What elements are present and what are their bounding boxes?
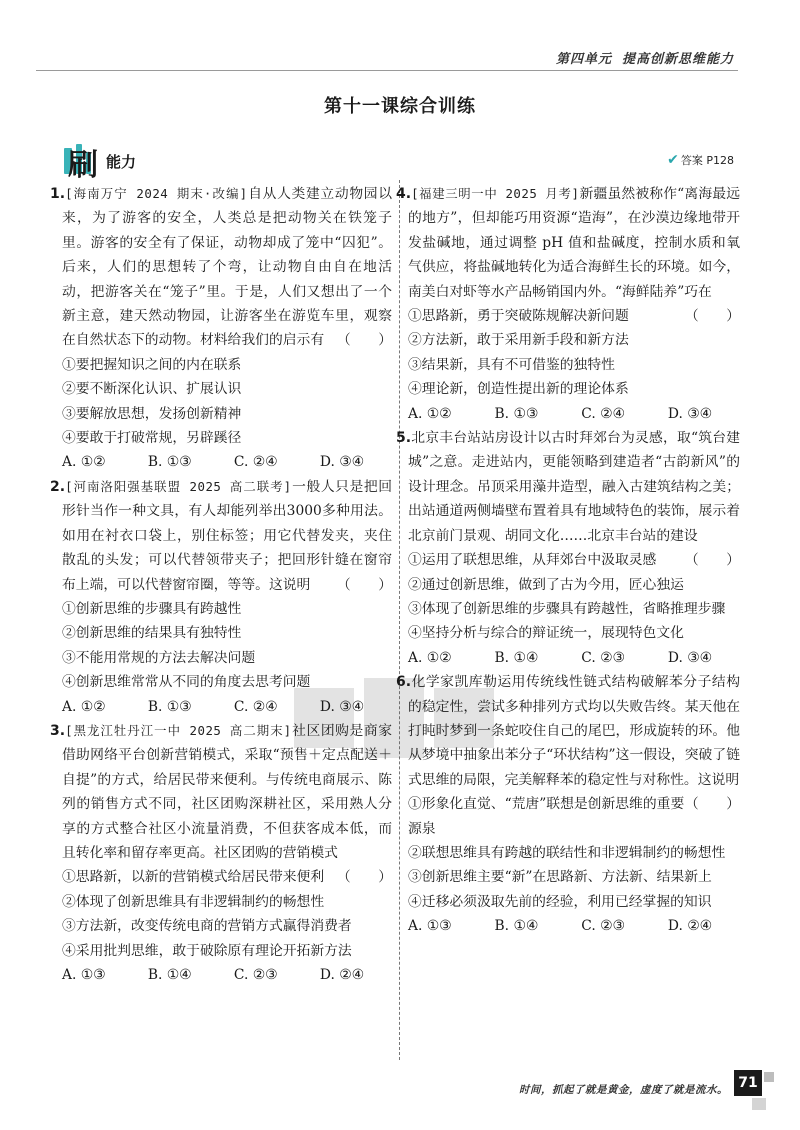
question-text: 社区团购是商家借助网络平台创新营销模式，采取“预售＋定点配送＋自提”的方式，给居民带来便利。与传统电商展示、陈列的销售方式不同，社区团购深耕社区，采用熟人分享的方式整合社区小流量消费，不但获客成本低，而且转化率和留存率更高。社区团购的营销模式 <box>62 722 393 861</box>
question <box>396 426 740 670</box>
answer-blank[interactable]: （ ） <box>684 552 740 569</box>
question-number: 2. <box>50 478 66 495</box>
choice-option[interactable]: B. ①③ <box>494 405 539 422</box>
question-text: 化学家凯库勒运用传统线性链式结构破解苯分子结构的稳定性，尝试多种排列方式均以失败告终。某天他在打盹时梦到一条蛇咬住自己的尾巴，形成旋转的环。他从梦境中抽象出苯分子“环状结构”这一假设，突破了链式思维的局限，完美解释苯的稳定性与对称性。这说明 <box>408 674 740 788</box>
choice-option[interactable]: D. ②④ <box>319 967 364 983</box>
question-stem <box>50 182 393 353</box>
question <box>50 475 393 719</box>
question-number: 1. <box>50 186 66 202</box>
statement-option: ①形象化直觉、“荒唐”联想是创新思维的重要源泉 <box>408 796 685 837</box>
choice-row <box>408 402 740 426</box>
choice-option[interactable]: A. ①③ <box>62 967 106 983</box>
choice-option[interactable]: A. ①② <box>62 454 106 471</box>
page-number: 71 <box>734 1070 762 1096</box>
question-number: 3. <box>50 722 66 739</box>
footer-motto: 时间，抓起了就是黄金，虚度了就是流水。 <box>519 1084 728 1096</box>
statement-option: ②通过创新思维，做到了古为今用，匠心独运 <box>408 576 684 593</box>
choice-option[interactable]: D. ③④ <box>319 454 364 471</box>
statement-option: ④坚持分析与综合的辩证统一，展现特色文化 <box>408 625 684 642</box>
answer-blank[interactable]: （ ） <box>684 308 740 325</box>
statement-option: ①思路新，勇于突破陈规解决新问题 <box>408 308 629 325</box>
choice-option[interactable]: B. ①③ <box>147 698 192 715</box>
section-brand <box>64 140 137 183</box>
unit-header <box>546 48 734 67</box>
choice-option[interactable]: B. ①④ <box>494 918 539 935</box>
choice-row <box>62 450 392 474</box>
question-stem <box>396 670 740 813</box>
question <box>396 670 740 938</box>
statement-option: ③创新思维主要“新”在思路新、方法新、结果新上 <box>408 869 712 886</box>
choice-row <box>62 695 392 719</box>
choice-row <box>62 963 392 987</box>
page-number-decoration <box>764 1072 774 1082</box>
left-column <box>50 182 393 987</box>
answer-blank[interactable]: （ ） <box>336 869 392 886</box>
section-label: 能力 <box>106 153 137 171</box>
statement-option: ②方法新，敢于采用新手段和新方法 <box>408 332 629 349</box>
question-text: 新疆虽然被称作“离海最远的地方”，但却能巧用资源“造海”，在沙漠边缘地带开发盐碱地，通过调整 pH 值和盐碱度，控制水质和氧气供应，将盐碱地转化为适合海鲜生长的环境。如今，南美白对虾等水产品畅销国内外。“海鲜陆养”巧在 <box>408 186 740 300</box>
statement-option: ③方法新，改变传统电商的营销方式赢得消费者 <box>62 918 352 935</box>
unit-title: 提高创新思维能力 <box>621 52 734 67</box>
choice-option[interactable]: A. ①② <box>408 649 452 666</box>
statement-option: ④迁移必须汲取先前的经验，利用已经掌握的知识 <box>408 893 712 910</box>
check-icon: ✔ <box>667 152 679 168</box>
statement-option: ①要把握知识之间的内在联系 <box>62 356 242 373</box>
choice-option[interactable]: C. ②③ <box>581 649 625 666</box>
statement-option: ①思路新，以新的营销模式给居民带来便利 <box>62 869 325 886</box>
choice-option[interactable]: C. ②④ <box>581 405 625 422</box>
question <box>50 719 393 987</box>
choice-option[interactable]: D. ③④ <box>319 698 364 715</box>
statement-option: ④要敢于打破常规，另辟蹊径 <box>62 430 242 447</box>
question-source: [河南洛阳强基联盟 2025 高二联考] <box>65 478 292 494</box>
statement-option: ②联想思维具有跨越的联结性和非逻辑制约的畅想性 <box>408 844 726 861</box>
statement-option: ④创新思维常常从不同的角度去思考问题 <box>62 674 311 691</box>
statement-option: ②体现了创新思维具有非逻辑制约的畅想性 <box>62 893 325 910</box>
question-text: 自从人类建立动物园以来，为了游客的安全，人类总是把动物关在铁笼子里。游客的安全有了保证，动物却成了笼中“囚犯”。后来，人们的思想转了个弯，让动物自由自在地活动，把游客关在“笼子”里。于是，人们又想出了一个新主意，建天然动物园，让游客坐在游览车里，观察在自然状态下的动物。材料给我们的启示有 <box>62 186 393 349</box>
statement-option: ③要解放思想，发扬创新精神 <box>62 405 242 422</box>
choice-option[interactable]: D. ③④ <box>667 405 712 422</box>
question-source: [黑龙江牡丹江一中 2025 高二期末] <box>65 722 292 738</box>
statement-option: ①运用了联想思维，从拜郊台中汲取灵感 <box>408 552 657 569</box>
question-text: 北京丰台站站房设计以古时拜郊台为灵感，取“筑台建城”之意。走进站内，更能领略到建造者“古韵新风”的设计理念。吊顶采用藻井造型，融入古建筑结构之美；出站通道两侧墙壁布置着具有地域特色的装饰，展示着北京前门景观、胡同文化……北京丰台站的建设 <box>408 430 740 544</box>
answer-page: 答案 P128 <box>680 154 734 167</box>
choice-option[interactable]: C. ②③ <box>581 918 625 935</box>
statement-option: ④理论新，创造性提出新的理论体系 <box>408 381 629 398</box>
choice-option[interactable]: C. ②④ <box>233 698 278 715</box>
choice-option[interactable]: B. ①④ <box>147 967 192 983</box>
question <box>50 182 393 475</box>
question-number: 5. <box>396 430 412 447</box>
choice-row <box>408 914 740 938</box>
page-number-decoration <box>752 1098 766 1110</box>
lesson-title: 第十一课综合训练 <box>324 96 476 117</box>
unit-number: 第四单元 <box>555 52 612 67</box>
right-column <box>396 182 740 939</box>
statement-option: ④采用批判思维，敢于破除原有理论开拓新方法 <box>62 942 352 959</box>
answer-reference <box>667 152 734 168</box>
choice-option[interactable]: B. ①④ <box>494 649 539 666</box>
choice-option[interactable]: B. ①③ <box>147 454 192 471</box>
statement-option: ③不能用常规的方法去解决问题 <box>62 649 256 666</box>
statement-option: ③体现了创新思维的步骤具有跨越性，省略推理步骤 <box>408 600 726 617</box>
choice-option[interactable]: C. ②④ <box>233 454 278 471</box>
page-header <box>0 0 800 70</box>
choice-option[interactable]: D. ③④ <box>667 649 712 666</box>
choice-option[interactable]: A. ①③ <box>408 918 452 935</box>
column-divider <box>399 180 400 1060</box>
answer-blank[interactable]: （ ） <box>336 576 392 593</box>
statement-option: ①创新思维的步骤具有跨越性 <box>62 600 242 617</box>
brand-char: 刷 <box>68 148 98 183</box>
statement-option: ②要不断深化认识、扩展认识 <box>62 381 242 398</box>
brand-logo <box>64 142 104 183</box>
question-number: 6. <box>396 674 412 691</box>
choice-row <box>408 646 740 670</box>
choice-option[interactable]: C. ②③ <box>233 967 278 983</box>
question-stem <box>50 475 393 597</box>
question-number: 4. <box>396 186 412 202</box>
statement-option: ③结果新，具有不可借鉴的独特性 <box>408 356 615 373</box>
choice-option[interactable]: D. ②④ <box>667 918 712 935</box>
statement-option: ②创新思维的结果具有独特性 <box>62 625 242 642</box>
choice-option[interactable]: A. ①② <box>62 698 106 715</box>
answer-blank[interactable]: （ ） <box>336 332 392 349</box>
header-rule <box>36 70 738 71</box>
question-text: 一般人只是把回形针当作一种文具，有人却能列举出3000多种用法。如用在衬衣口袋上，别住标签；用它代替发夹，夹住散乱的头发；可以代替领带夹子；把回形针缝在窗帘布上端，可以代替窗帘圈，等等。这说明 <box>62 478 393 593</box>
question-source: [海南万宁 2024 期末·改编] <box>65 186 248 201</box>
answer-blank[interactable]: （ ） <box>684 796 740 813</box>
question <box>396 182 740 426</box>
question-source: [福建三明一中 2025 月考] <box>411 186 580 201</box>
choice-option[interactable]: A. ①② <box>408 405 452 422</box>
